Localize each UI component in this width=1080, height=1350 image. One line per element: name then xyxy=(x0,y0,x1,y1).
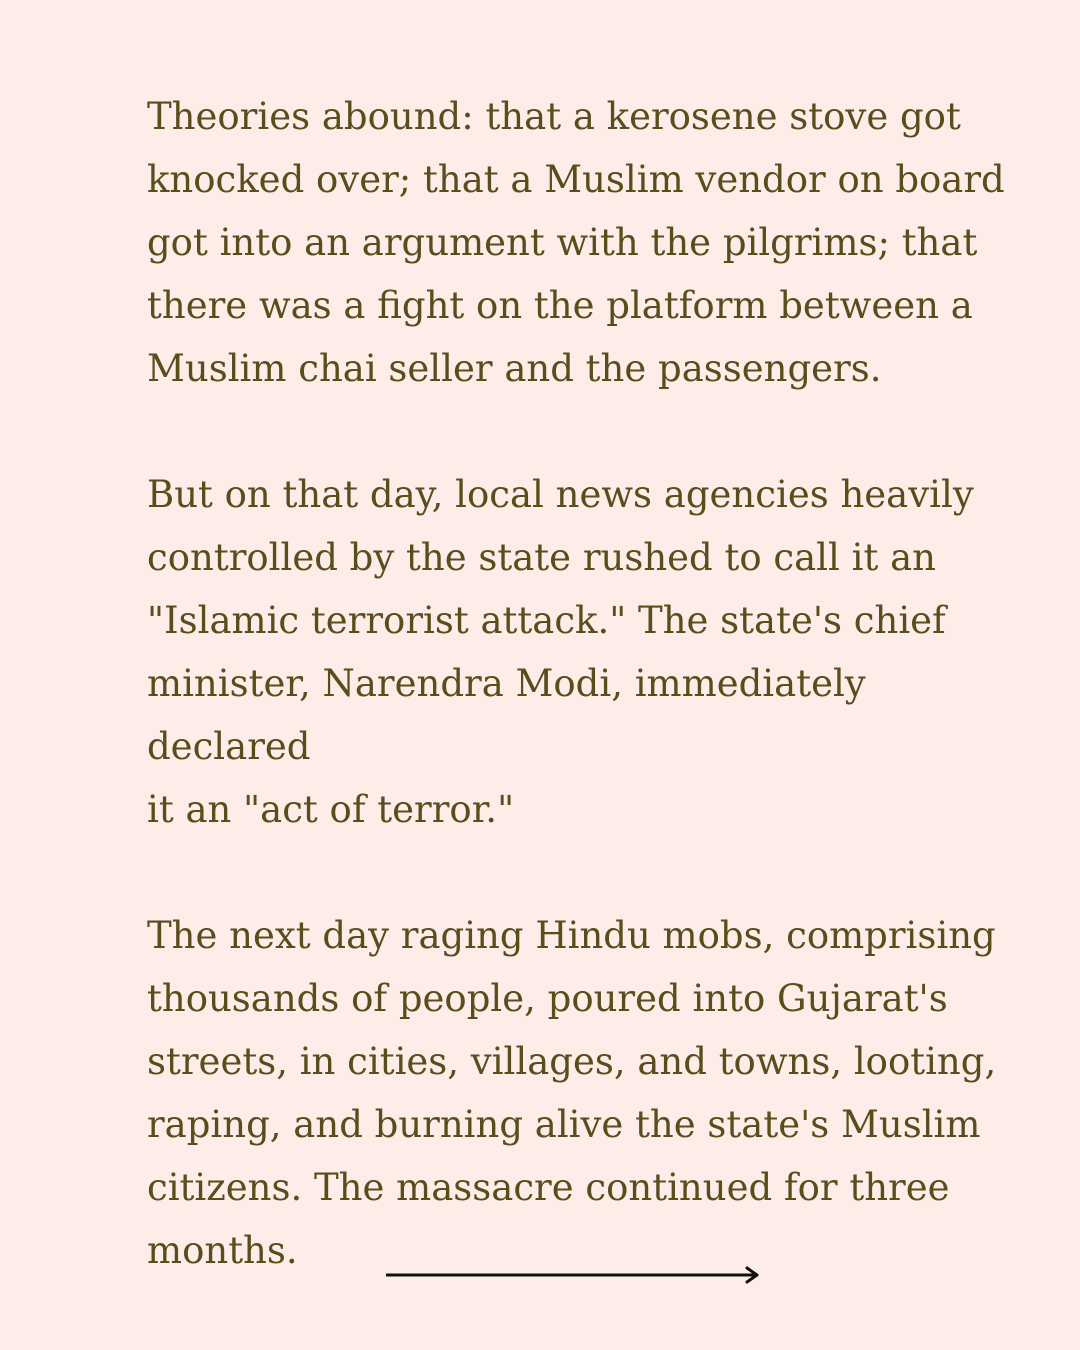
article-text xyxy=(147,85,1027,1282)
paragraph-theories: Theories abound: that a kerosene stove got knocked over; that a Muslim vendor on board got into an argument with the pilgrims; that there was a fight on the platform between a Muslim chai seller and the passengers. xyxy=(147,95,1005,390)
right-arrow-icon[interactable] xyxy=(386,1264,762,1286)
paragraph-massacre: The next day raging Hindu mobs, comprising thousands of people, poured into Gujarat's streets, in cities, villages, and towns, looting, raping, and burning alive the state's Muslim citizens. The massacre continued for three months. xyxy=(147,914,997,1272)
paragraph-news-agencies: But on that day, local news agencies heavily controlled by the state rushed to call it an "Islamic terrorist attack." The state's chief minister, Narendra Modi, immediately declared it an "act of terror." xyxy=(147,473,974,831)
